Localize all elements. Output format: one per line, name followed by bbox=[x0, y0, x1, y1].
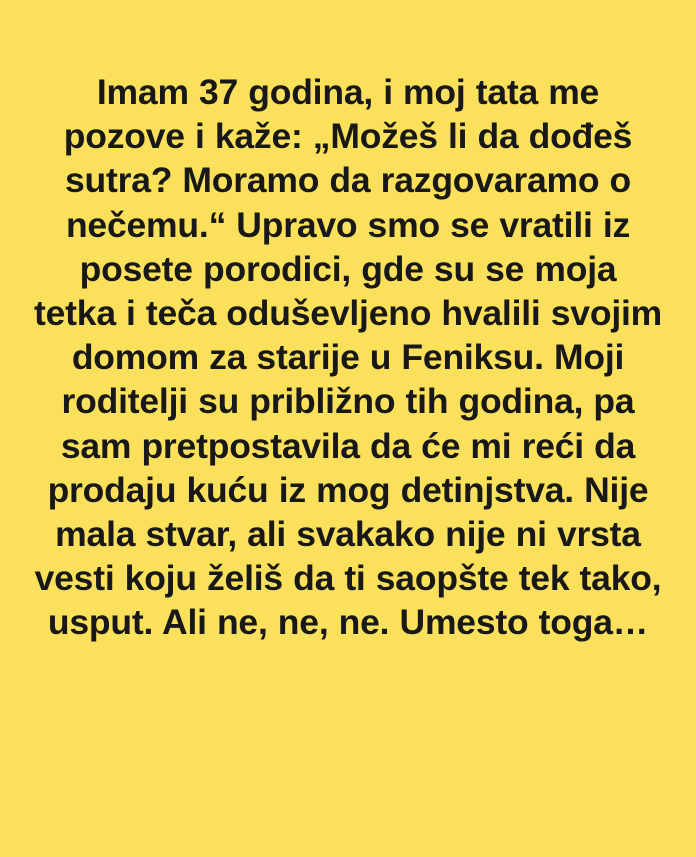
poster-body-text: Imam 37 godina, i moj tata me pozove i kaže: „Možeš li da dođeš sutra? Moramo da razgovaramo o nečemu.“ Upravo smo se vratili iz posete porodici, gde su se moja tetka i teča oduševljeno hvalili svojim domom za starije u Feniksu. Moji roditelji su približno tih godina, pa sam pretpostavila da će mi reći da prodaju kuću iz mog detinjstva. Nije mala stvar, ali svakako nije ni vrsta vesti koju želiš da ti saopšte tek tako, usput. Ali ne, ne, ne. Umesto toga… bbox=[34, 72, 663, 643]
